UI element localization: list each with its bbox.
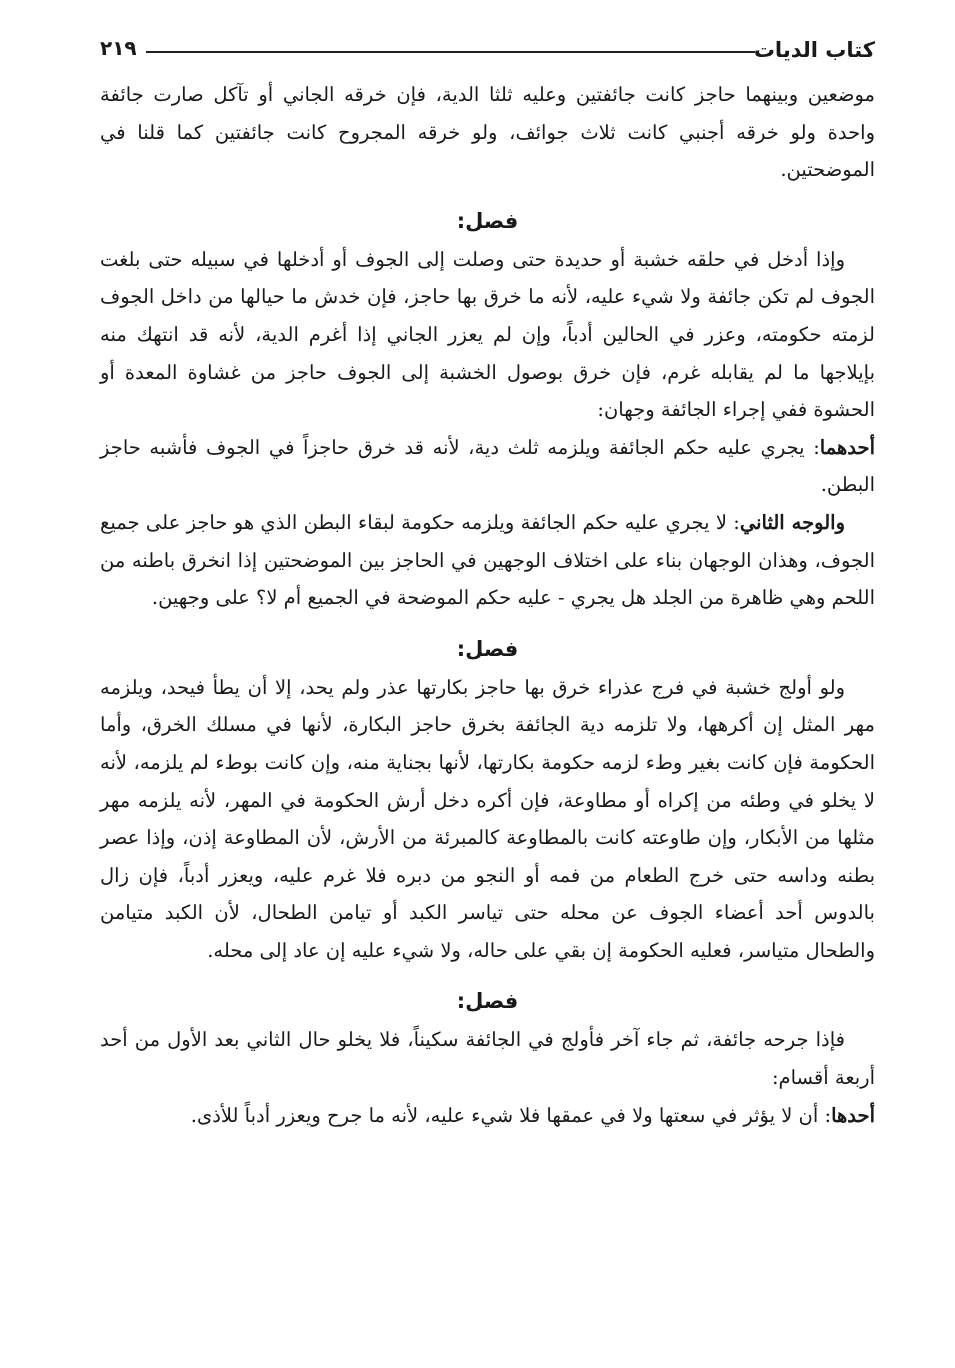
paragraph [100, 76, 875, 189]
paragraph [100, 241, 875, 429]
section-3 [100, 981, 875, 1134]
paragraph [100, 1097, 875, 1135]
main-text [100, 76, 875, 1142]
paragraph-text: وإذا أدخل في حلقه خشبة أو حديدة حتى وصلت إلى الجوف أو أدخلها في سبيله حتى بلغت الجوف لم تكن جائفة ولا شيء عليه، لأنه ما خرق بها حاجز، فإن خدش ما حيالها من داخل الجوف لزمته حكومته، وعزر في الحالين أدباً، وإن لم يعزر الجاني إذا أغرم الدية، لأنه قد انتهك منه بإيلاجها ما لم يقابله غرم، فإن خرق بوصول الخشبة إلى الجوف حاجز من غشاوة المعدة أو الحشوة ففي إجراء الجائفة وجهان: [100, 247, 875, 422]
paragraph-text: موضعين وبينهما حاجز كانت جائفتين وعليه ثلثا الدية، فإن خرقه الجاني أو تآكل صارت جائفة واحدة ولو خرقه أجنبي كانت ثلاث جوائف، ولو خرقه المجروح كانت جائفتين كما قلنا في الموضحتين. [100, 83, 875, 182]
section-heading: فصل: [456, 989, 519, 1014]
section-heading: فصل: [456, 636, 519, 661]
paragraph [100, 504, 875, 617]
section-2 [100, 629, 875, 970]
paragraph-lead: أحدها [831, 1103, 875, 1127]
paragraph-lead: أحدهما [819, 435, 875, 459]
paragraph-text: ولو أولج خشبة في فرج عذراء خرق بها حاجز بكارتها عذر ولم يحد، إلا أن يطأ فيحد، ويلزمه مهر المثل إن أكرهها، ولا تلزمه دية الجائفة بخرق حاجز البكارة، لأنها في مسلك الخرق، وأما الحكومة فإن كانت بغير وطء لزمه حكومة بكارتها، لأنها بجناية منه، وإن كانت بوطء لم يلزمه، لأنه لا يخلو في وطئه من إكراه أو مطاوعة، فإن أكره دخل أرش الحكومة في المهر، لأنه يلزمه مهر مثلها من الأبكار، وإن طاوعته كانت بالمطاوعة كالمبرئة من الأرش، لأن المطاوعة إذن، وإذا عصر بطنه وداسه حتى خرج الطعام من فمه أو النجو من دبره فلا غرم عليه، ويعزر أدباً، فإن زال بالدوس أحد أعضاء الجوف عن محله حتى تياسر الكبد أو تيامن الطحال، لأن الكبد متيامن والطحال متياسر، فعليه الحكومة إن بقي على حاله، ولا شيء عليه إن عاد إلى محله. [100, 675, 875, 962]
paragraph [100, 1021, 875, 1096]
paragraph-text: : يجري عليه حكم الجائفة ويلزمه ثلث دية، لأنه قد خرق حاجزاً في الجوف فأشبه حاجز البطن. [100, 435, 875, 497]
page-header [100, 34, 875, 74]
paragraph [100, 429, 875, 504]
header-rule [146, 51, 755, 53]
paragraph-lead: والوجه الثاني [739, 510, 846, 534]
paragraph-text: فإذا جرحه جائفة، ثم جاء آخر فأولج في الجائفة سكيناً، فلا يخلو حال الثاني بعد الأول من أحد أربعة أقسام: [100, 1028, 875, 1090]
paragraph-text: : أن لا يؤثر في سعتها ولا في عمقها فلا شيء عليه، لأنه ما جرح ويعزر أدباً للأذى. [190, 1103, 832, 1127]
running-title: كتاب الديات [753, 38, 875, 62]
paragraph-text: : لا يجري عليه حكم الجائفة ويلزمه حكومة لبقاء البطن الذي هو حاجز على جميع الجوف، وهذان الوجهان بناء على اختلاف الوجهين في الحاجز بين الموضحتين إذا انخرق باطنه من اللحم وهي ظاهرة من الجلد هل يجري - عليه حكم الموضحة في الجميع أم لا؟ على وجهين. [100, 510, 875, 610]
page-number: ٢١٩ [100, 36, 137, 60]
section-1 [100, 201, 875, 617]
paragraph [100, 669, 875, 970]
section-continuation [100, 76, 875, 189]
section-heading: فصل: [456, 208, 519, 233]
